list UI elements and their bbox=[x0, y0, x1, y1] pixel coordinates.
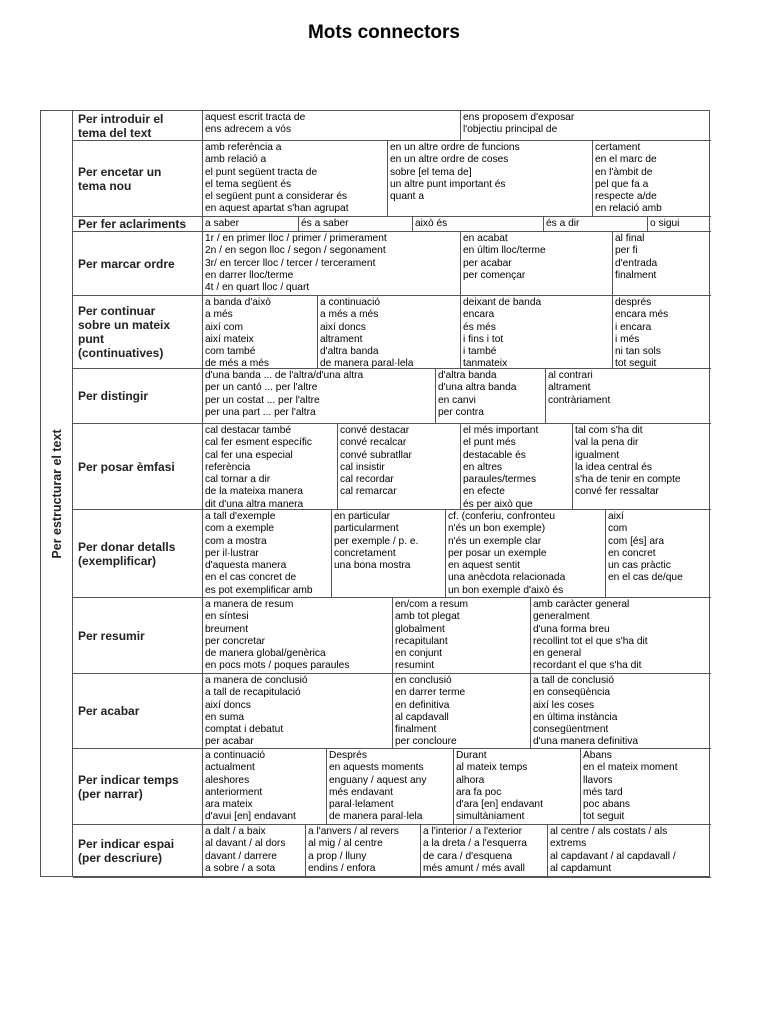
connector-cell: Després en aquests moments enguany / aquest any més endavant paral·lelament de manera paral·lela bbox=[327, 749, 454, 825]
connector-cell: 1r / en primer lloc / primer / primerament 2n / en segon lloc / segon / segonament 3r/ en tercer lloc / tercer / tercerament en darrer lloc/terme 4t / en quart lloc / quart bbox=[203, 232, 461, 296]
row-category: Per fer aclariments bbox=[73, 217, 203, 232]
connector-cell: amb caràcter general generalment d'una forma breu recollint tot el que s'ha dit en general recordant el que s'ha dit bbox=[531, 598, 711, 674]
connector-cell: o sigui bbox=[648, 217, 711, 232]
connector-cell: al centre / als costats / als extrems al capdavant / al capdavall / al capdamunt bbox=[548, 825, 711, 878]
table-row bbox=[73, 141, 709, 217]
row-cells bbox=[203, 141, 709, 217]
page-title: Mots connectors bbox=[307, 22, 461, 43]
table-rows bbox=[73, 111, 709, 876]
row-cells bbox=[203, 369, 709, 424]
row-category: Per acabar bbox=[73, 674, 203, 749]
connector-cell: cf. (conferiu, confronteu n'és un bon exemple) n'és un exemple clar per posar un exemple en aquest sentit una anècdota relacionada un bon exemple d'això és bbox=[446, 510, 606, 598]
connector-cell: aquest escrit tracta de ens adrecem a vós bbox=[203, 111, 461, 141]
connector-cell: ens proposem d'exposar l'objectiu principal de bbox=[461, 111, 711, 141]
connector-cell: a continuació actualment aleshores anteriorment ara mateix d'avui [en] endavant bbox=[203, 749, 327, 825]
row-cells bbox=[203, 749, 709, 825]
connector-cell: a manera de resum en síntesi breument per concretar de manera global/genèrica en pocs mots / poques paraules bbox=[203, 598, 393, 674]
table-row bbox=[73, 749, 709, 825]
connector-cell: amb referència a amb relació a el punt següent tracta de el tema següent és el següent punt a considerar és en aquest apartat s'han agrupat bbox=[203, 141, 388, 217]
connector-cell: així com com [és] ara en concret un cas pràctic en el cas de/que bbox=[606, 510, 711, 598]
connector-cell: al contrari altrament contràriament bbox=[546, 369, 711, 424]
row-cells bbox=[203, 217, 709, 232]
row-cells bbox=[203, 232, 709, 296]
table-row bbox=[73, 232, 709, 296]
table-row bbox=[73, 825, 709, 878]
connector-cell: això és bbox=[413, 217, 544, 232]
row-cells bbox=[203, 510, 709, 598]
connector-cell: certament en el marc de en l'àmbit de pel que fa a respecte a/de en relació amb bbox=[593, 141, 711, 217]
connector-cell: en conclusió en darrer terme en definitiva al capdavall finalment per concloure bbox=[393, 674, 531, 749]
connector-cell: a continuació a més a més així doncs altrament d'altra banda de manera paral·lela bbox=[318, 296, 461, 369]
table-row bbox=[73, 369, 709, 424]
connector-cell: d'altra banda d'una altra banda en canvi per contra bbox=[436, 369, 546, 424]
row-category: Per resumir bbox=[73, 598, 203, 674]
table-row bbox=[73, 598, 709, 674]
connector-cell: en particular particularment per exemple / p. e. concretament una bona mostra bbox=[332, 510, 446, 598]
row-category: Per introduir el tema del text bbox=[73, 111, 203, 141]
table-row bbox=[73, 217, 709, 232]
row-cells bbox=[203, 598, 709, 674]
row-category: Per distingir bbox=[73, 369, 203, 424]
connector-cell: és a dir bbox=[544, 217, 648, 232]
connector-cell: d'una banda ... de l'altra/d'una altra per un cantó ... per l'altre per un costat ... per l'altre per una part ... per l'altra bbox=[203, 369, 436, 424]
row-category: Per indicar temps (per narrar) bbox=[73, 749, 203, 825]
connector-cell: a manera de conclusió a tall de recapitulació així doncs en suma comptat i debatut per acabar bbox=[203, 674, 393, 749]
connector-cell: és a saber bbox=[299, 217, 413, 232]
connector-cell: en un altre ordre de funcions en un altre ordre de coses sobre [el tema de] un altre punt important és quant a bbox=[388, 141, 593, 217]
table-row bbox=[73, 424, 709, 510]
row-category: Per marcar ordre bbox=[73, 232, 203, 296]
row-cells bbox=[203, 111, 709, 141]
side-label-text: Per estructurar el text bbox=[49, 428, 64, 559]
connector-cell: al final per fi d'entrada finalment bbox=[613, 232, 711, 296]
table-row bbox=[73, 674, 709, 749]
row-cells bbox=[203, 674, 709, 749]
connector-cell: en/com a resum amb tot plegat globalment recapitulant en conjunt resumint bbox=[393, 598, 531, 674]
connector-cell: a l'anvers / al revers al mig / al centre a prop / lluny endins / enfora bbox=[306, 825, 421, 878]
connector-cell: convé destacar convé recalcar convé subratllar cal insistir cal recordar cal remarcar bbox=[338, 424, 461, 510]
row-category: Per posar èmfasi bbox=[73, 424, 203, 510]
connector-cell: a l'interior / a l'exterior a la dreta / a l'esquerra de cara / d'esquena més amunt / més avall bbox=[421, 825, 548, 878]
connectors-table bbox=[40, 110, 710, 877]
table-row bbox=[73, 510, 709, 598]
connector-cell: en acabat en últim lloc/terme per acabar per començar bbox=[461, 232, 613, 296]
connector-cell: a saber bbox=[203, 217, 299, 232]
row-category: Per encetar un tema nou bbox=[73, 141, 203, 217]
connector-cell: a tall d'exemple com a exemple com a mostra per il·lustrar d'aquesta manera en el cas concret de es pot exemplificar amb bbox=[203, 510, 332, 598]
connector-cell: deixant de banda encara és més i fins i tot i també tanmateix bbox=[461, 296, 613, 369]
connector-cell: cal destacar també cal fer esment específic cal fer una especial referència cal tornar a dir de la mateixa manera dit d'una altra manera bbox=[203, 424, 338, 510]
row-category: Per indicar espai (per descriure) bbox=[73, 825, 203, 878]
connector-cell: Durant al mateix temps alhora ara fa poc d'ara [en] endavant simultàniament bbox=[454, 749, 581, 825]
connector-cell: després encara més i encara i més ni tan sols tot seguit bbox=[613, 296, 711, 369]
connector-cell: a tall de conclusió en conseqüència així les coses en última instància consegüentment d'una manera definitiva bbox=[531, 674, 711, 749]
row-category: Per donar detalls (exemplificar) bbox=[73, 510, 203, 598]
row-cells bbox=[203, 825, 709, 878]
side-label bbox=[41, 111, 73, 876]
row-cells bbox=[203, 296, 709, 369]
row-category: Per continuar sobre un mateix punt (continuatives) bbox=[73, 296, 203, 369]
connector-cell: tal com s'ha dit val la pena dir igualment la idea central és s'ha de tenir en compte convé fer ressaltar bbox=[573, 424, 711, 510]
connector-cell: a dalt / a baix al davant / al dors davant / darrere a sobre / a sota bbox=[203, 825, 306, 878]
table-row bbox=[73, 296, 709, 369]
table-row bbox=[73, 111, 709, 141]
connector-cell: Abans en el mateix moment llavors més tard poc abans tot seguit bbox=[581, 749, 711, 825]
connector-cell: el més important el punt més destacable és en altres paraules/termes en efecte és per això que bbox=[461, 424, 573, 510]
connector-cell: a banda d'això a més així com així mateix com també de més a més bbox=[203, 296, 318, 369]
row-cells bbox=[203, 424, 709, 510]
